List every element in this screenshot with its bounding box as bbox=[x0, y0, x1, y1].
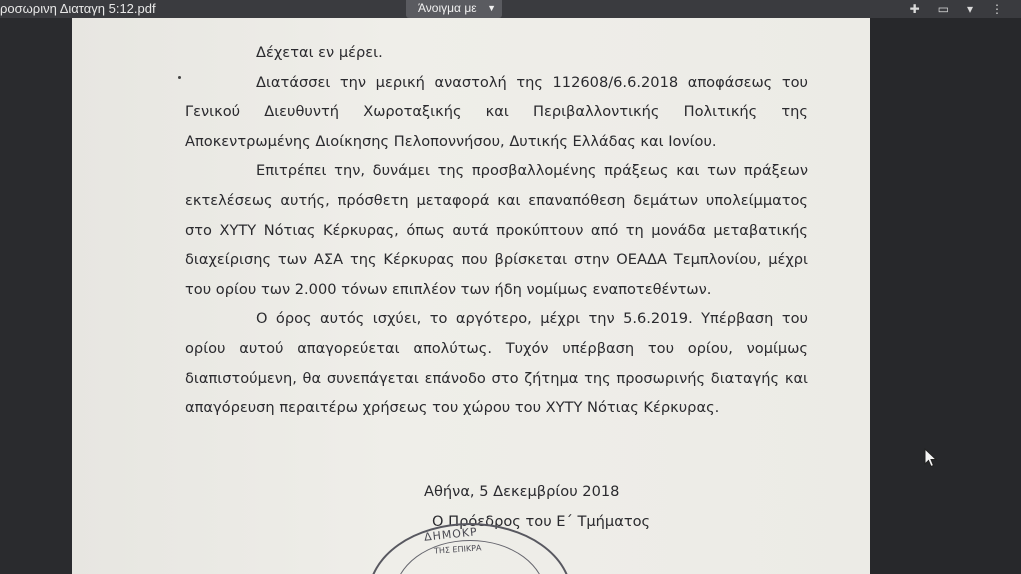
print-icon[interactable]: ▭ bbox=[937, 2, 949, 16]
place-date: Αθήνα, 5 Δεκεμβρίου 2018 bbox=[424, 483, 620, 500]
add-to-drive-icon[interactable]: ✚ bbox=[909, 2, 920, 16]
document-body bbox=[185, 38, 808, 423]
seal-text-small: ΤΗΣ ΕΠΙΚΡΑ bbox=[433, 543, 482, 556]
speck bbox=[178, 76, 181, 79]
seal-text: ΔΗΜΟΚΡ bbox=[423, 525, 479, 544]
viewer-toolbar bbox=[0, 0, 1021, 18]
mouse-pointer-icon bbox=[924, 448, 938, 468]
left-margin bbox=[0, 18, 72, 574]
pdf-page bbox=[72, 18, 870, 574]
paragraph-1: Δέχεται εν μέρει. bbox=[256, 44, 383, 61]
toolbar-actions bbox=[910, 0, 1003, 18]
open-with-label: Άνοιγμα με bbox=[418, 1, 477, 15]
chevron-down-icon: ▼ bbox=[487, 3, 496, 13]
paragraph-3: Επιτρέπει την, δυνάμει της προσβαλλομένης πράξεως και των πράξεων εκτελέσεως αυτής, πρόσθετη μεταφορά και επαναπόθεση δεμάτων υπολείμματος στο ΧΥΤΥ Νότιας Κέρκυρας, όπως αυτά προκύπτουν από τη μονάδα μεταβατικής διαχείρισης των ΑΣΑ της Κέρκυρας που βρίσκεται στην ΟΕΑΔΑ Τεμπλονίου, μέχρι του ορίου των 2.000 τόνων επιπλέον των ήδη νομίμως εναποτεθέντων. bbox=[185, 162, 808, 298]
open-with-button[interactable] bbox=[406, 0, 502, 18]
download-icon[interactable]: ▾ bbox=[966, 2, 973, 16]
file-title: ροσωρινη Διαταγη 5:12.pdf bbox=[0, 1, 156, 16]
signatory: Ο Πρόεδρος του Ε΄ Τμήματος bbox=[432, 513, 651, 530]
paragraph-2: Διατάσσει την μερική αναστολή της 112608/6.6.2018 αποφάσεως του Γενικού Διευθυντή Χωροταξικής και Περιβαλλοντικής Πολιτικής της Αποκεντρωμένης Διοίκησης Πελοποννήσου, Δυτικής Ελλάδας και Ιονίου. bbox=[185, 73, 808, 150]
more-options-icon[interactable]: ⋮ bbox=[991, 2, 1003, 16]
paragraph-4: Ο όρος αυτός ισχύει, το αργότερο, μέχρι την 5.6.2019. Υπέρβαση του ορίου αυτού απαγορεύεται απολύτως. Τυχόν υπέρβαση του ορίου, νομίμως διαπιστούμενη, θα συνεπάγεται επάνοδο στο ζήτημα της προσωρινής διαταγής και απαγόρευση περαιτέρω χρήσεως του χώρου του ΧΥΤΥ Νότιας Κέρκυρας. bbox=[185, 310, 808, 417]
right-margin bbox=[870, 18, 1021, 574]
